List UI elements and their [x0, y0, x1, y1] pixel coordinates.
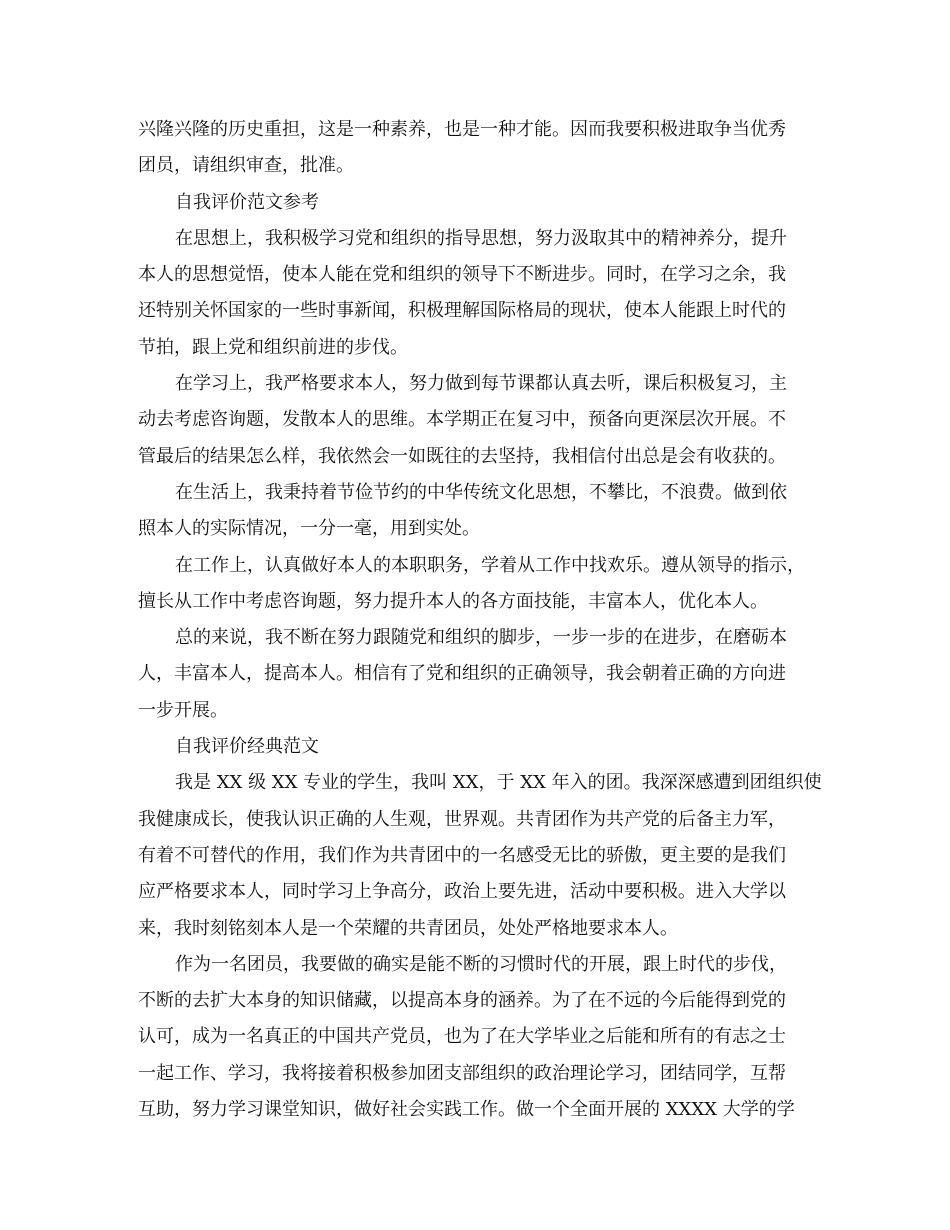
text-line: 本人的思想觉悟，使本人能在党和组织的领导下不断进步。同时，在学习之余，我 — [138, 264, 786, 286]
text-line: 一起工作、学习，我将接着积极参加团支部组织的政治理论学习，团结同学，互帮 — [138, 1062, 786, 1084]
text-line: 节拍，跟上党和组织前进的步伐。 — [138, 336, 408, 358]
section-heading: 自我评价范文参考 — [175, 191, 319, 213]
text-line: 照本人的实际情况，一分一毫，用到实处。 — [138, 518, 480, 540]
text-line: 一步开展。 — [138, 699, 228, 721]
section-heading: 自我评价经典范文 — [175, 736, 319, 758]
text-line: 兴隆兴隆的历史重担，这是一种素养，也是一种才能。因而我要积极进取争当优秀 — [138, 119, 786, 140]
text-line: 在学习上，我严格要求本人，努力做到每节课都认真去听，课后积极复习，主 — [175, 373, 787, 395]
text-line: 动去考虑咨询题，发散本人的思维。本学期正在复习中，预备向更深层次开展。不 — [138, 409, 786, 431]
text-line: 应严格要求本人，同时学习上争高分，政治上要先进，活动中要积极。进入大学以 — [138, 881, 786, 903]
text-line: 总的来说，我不断在努力跟随党和组织的脚步，一步一步的在进步，在磨砺本 — [175, 627, 787, 649]
text-line: 我是 XX 级 XX 专业的学生，我叫 XX，于 XX 年入的团。我深深感遭到团组织使 — [175, 772, 822, 794]
text-line: 管最后的结果怎么样，我依然会一如既往的去坚持，我相信付出总是会有收获的。 — [138, 445, 786, 467]
text-line: 有着不可替代的作用，我们作为共青团中的一名感受无比的骄傲，更主要的是我们 — [138, 844, 786, 866]
text-line: 认可，成为一名真正的中国共产党员，也为了在大学毕业之后能和所有的有志之士 — [138, 1026, 786, 1048]
text-line: 我健康成长，使我认识正确的人生观，世界观。共青团作为共产党的后备主力军， — [138, 808, 786, 830]
document-page — [138, 112, 822, 1128]
text-line: 不断的去扩大本身的知识储藏，以提高本身的涵养。为了在不远的今后能得到党的 — [138, 990, 786, 1012]
text-line: 还特别关怀国家的一些时事新闻，积极理解国际格局的现状，使本人能跟上时代的 — [138, 300, 786, 322]
text-line: 团员，请组织审查，批准。 — [138, 155, 354, 177]
text-line: 作为一名团员，我要做的确实是能不断的习惯时代的开展，跟上时代的步伐， — [175, 953, 787, 975]
text-line: 来，我时刻铭刻本人是一个荣耀的共青团员，处处严格地要求本人。 — [138, 917, 678, 939]
text-line: 在工作上，认真做好本人的本职职务，学着从工作中找欢乐。遵从领导的指示， — [175, 554, 805, 576]
text-line: 擅长从工作中考虑咨询题，努力提升本人的各方面技能，丰富本人，优化本人。 — [138, 590, 768, 612]
text-line: 在生活上，我秉持着节俭节约的中华传统文化思想，不攀比，不浪费。做到依 — [175, 481, 787, 503]
text-line: 互助，努力学习课堂知识，做好社会实践工作。做一个全面开展的 XXXX 大学的学 — [138, 1099, 795, 1121]
text-line: 人，丰富本人，提高本人。相信有了党和组织的正确领导，我会朝着正确的方向进 — [138, 663, 786, 685]
text-line: 在思想上，我积极学习党和组织的指导思想，努力汲取其中的精神养分，提升 — [175, 227, 787, 249]
